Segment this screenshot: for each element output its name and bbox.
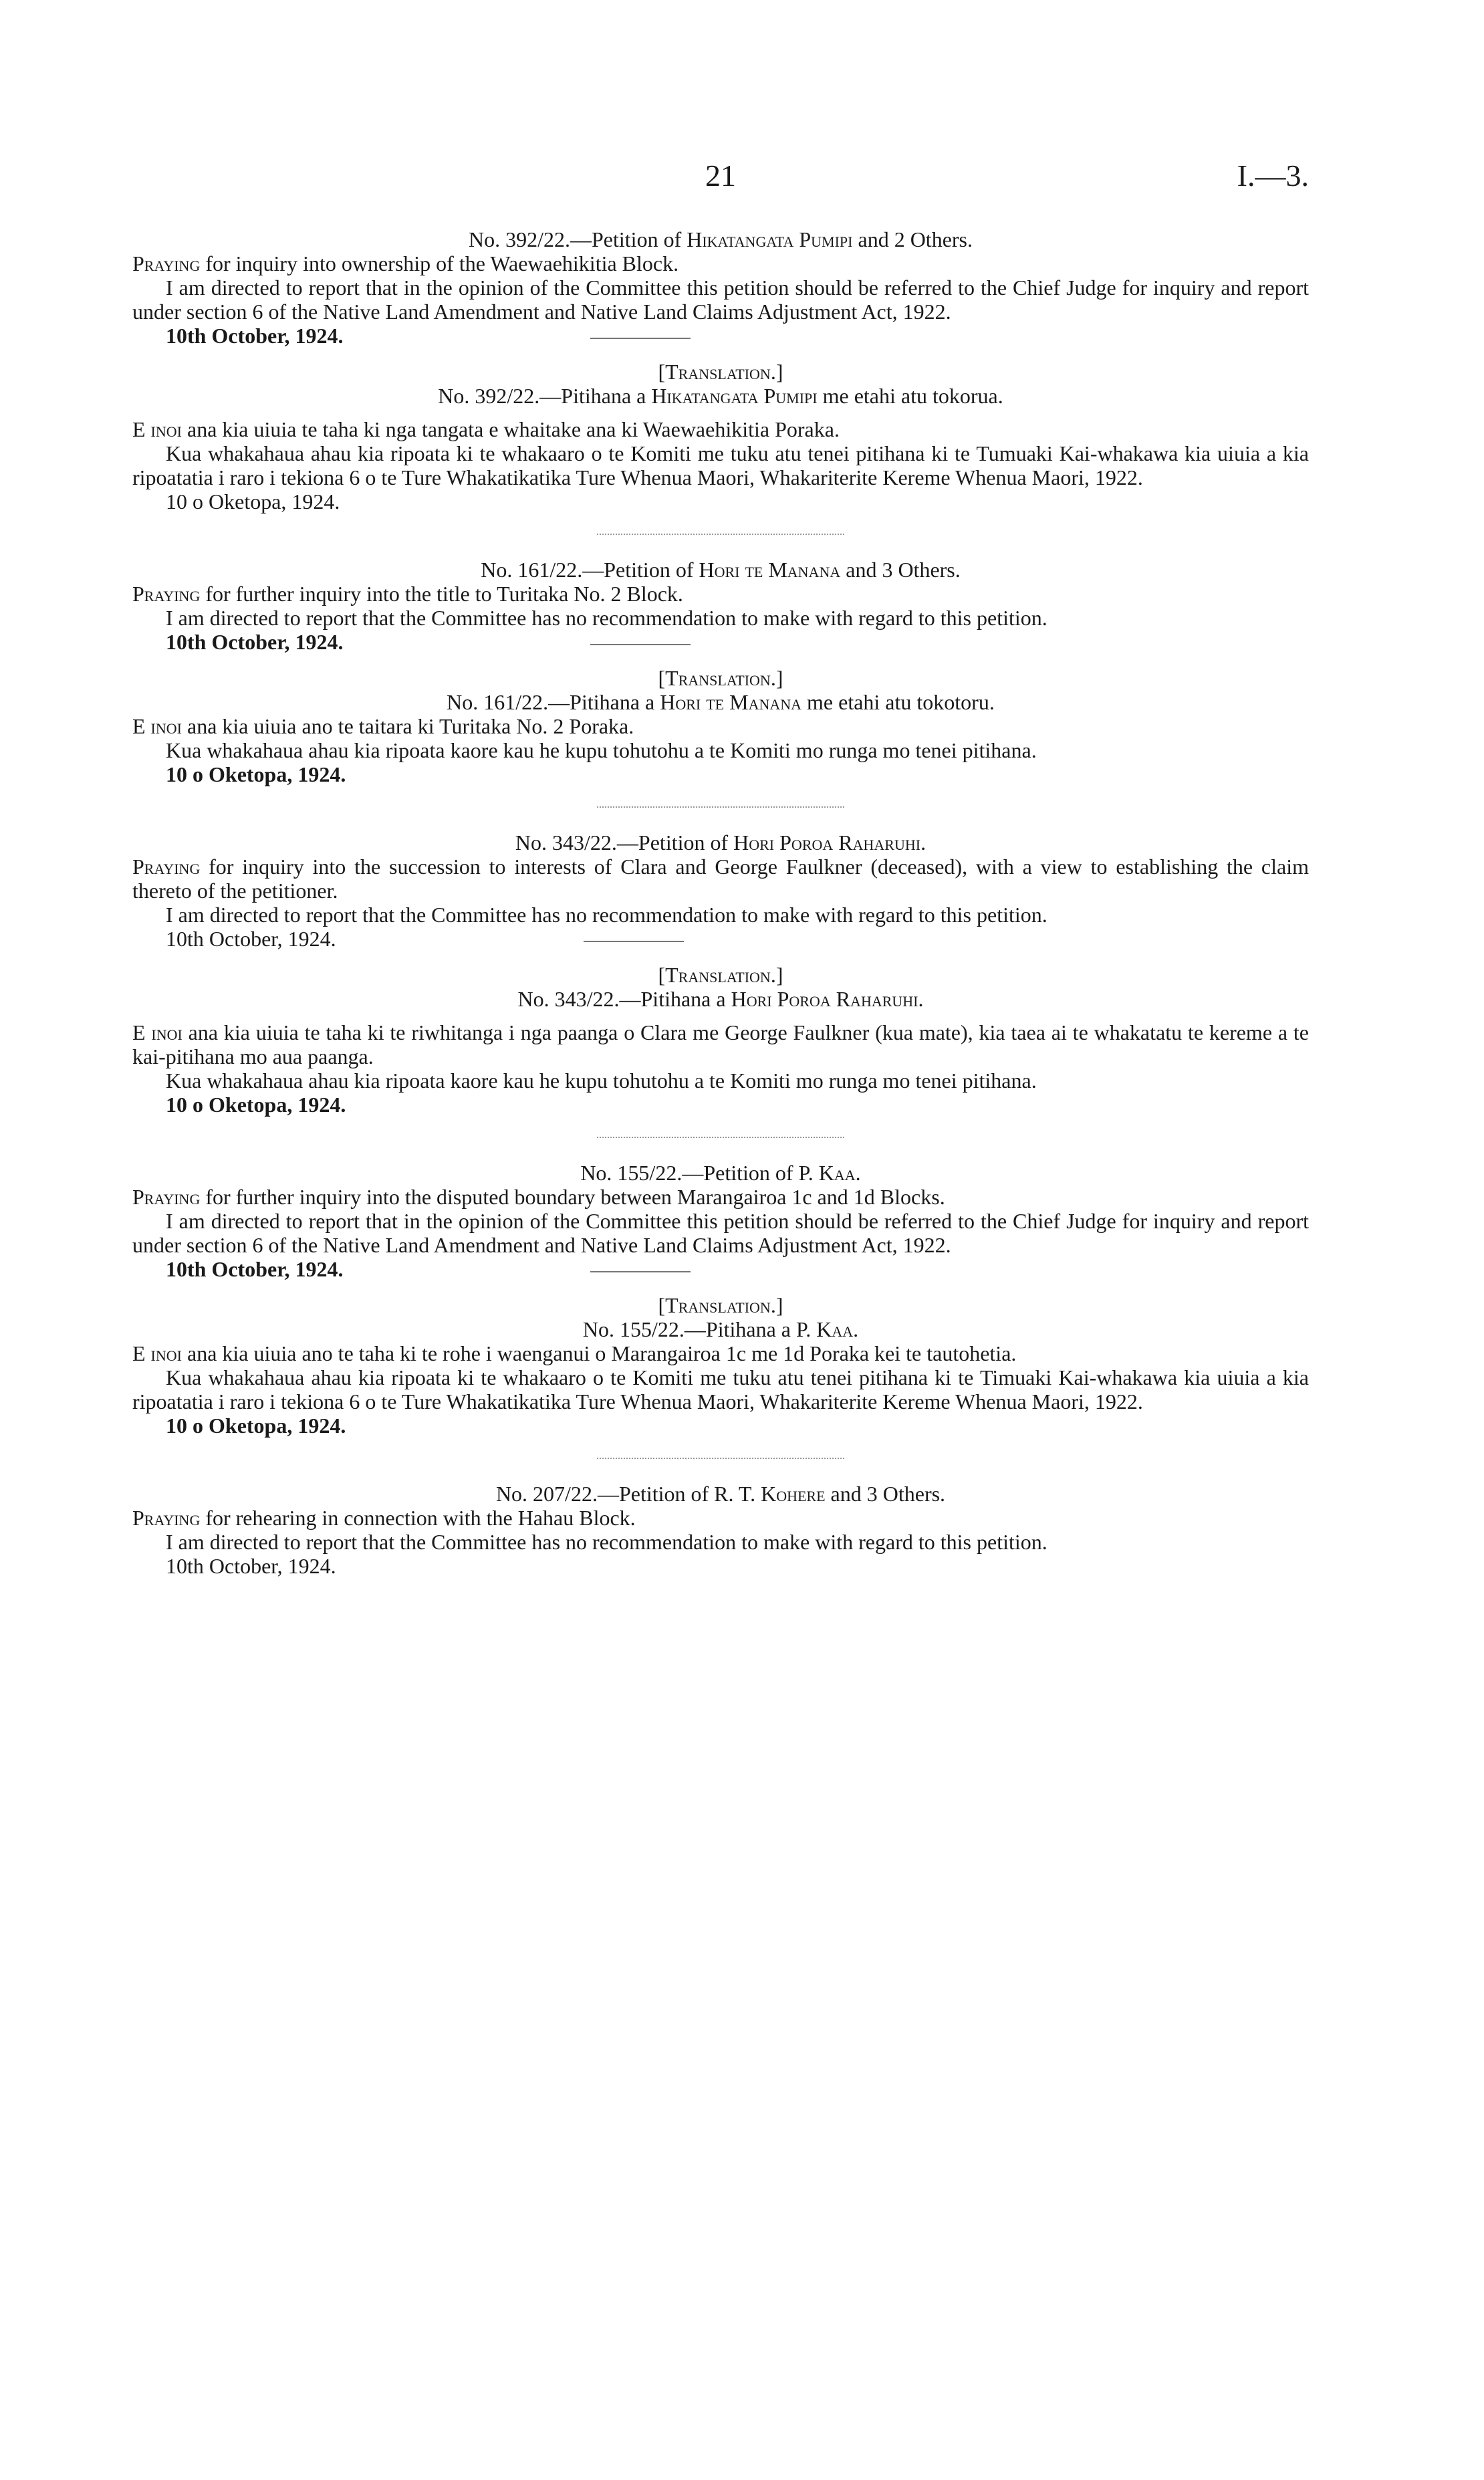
translation-heading-text: [Translation.] [658, 1293, 783, 1317]
title-prefix: No. 155/22.—Petition of [580, 1161, 799, 1185]
page-content [132, 227, 1309, 1578]
translation-title-prefix: No. 392/22.—Pitihana a [438, 384, 652, 408]
title-prefix: No. 161/22.—Petition of [481, 558, 699, 582]
inoi-word: E inoi [132, 417, 182, 441]
inoi-paragraph [132, 1341, 1309, 1365]
section-separator [597, 1137, 844, 1138]
translation-report-paragraph: Kua whakahaua ahau kia ripoata ki te whakaaro o te Komiti me tuku atu tenei pitihana ki te Tumuaki Kai-whakawa kia uiuia a kia ripoatatia i raro i tekiona 6 o te Ture Whakatikatika Ture Whenua Maori, Whakariterite Kereme Whenua Maori, 1922. [132, 441, 1309, 489]
praying-text: for inquiry into ownership of the Waewaehikitia Block. [200, 251, 679, 275]
translation-date: 10 o Oketopa, 1924. [166, 762, 346, 786]
translation-date: 10 o Oketopa, 1924. [166, 1414, 346, 1438]
inoi-paragraph [132, 417, 1309, 441]
report-paragraph: I am directed to report that the Committee has no recommendation to make with regard to this petition. [166, 1530, 1047, 1554]
petition-title [132, 558, 1309, 582]
translation-title [132, 384, 1309, 408]
date-text: 10th October, 1924. [166, 1257, 344, 1281]
title-prefix: No. 343/22.—Petition of [515, 830, 734, 855]
series-reference: I.—3. [1237, 158, 1309, 193]
title-suffix: . [920, 830, 926, 855]
translation-title-suffix: . [853, 1317, 859, 1341]
translation-title [132, 987, 1309, 1011]
petition-entry-343 [132, 830, 1309, 1117]
translation-title-suffix: me etahi atu tokotoru. [801, 690, 995, 714]
translation-petitioner-name: P. Kaa [795, 1317, 854, 1341]
praying-word: Praying [132, 251, 201, 275]
title-prefix: No. 392/22.—Petition of [469, 227, 687, 251]
translation-petitioner-name: Hori Poroa Raharuhi [731, 987, 918, 1011]
translation-title-prefix: No. 155/22.—Pitihana a [582, 1317, 796, 1341]
translation-petitioner-name: Hori te Manana [660, 690, 802, 714]
translation-petitioner-name: Hikatangata Pumipi [651, 384, 818, 408]
date-text: 10th October, 1924. [166, 630, 344, 654]
praying-word: Praying [132, 1185, 201, 1209]
translation-report-paragraph: Kua whakahaua ahau kia ripoata ki te whakaaro o te Komiti me tuku atu tenei pitihana ki te Timuaki Kai-whakawa kia uiuia a kia ripoatatia i raro i tekiona 6 o te Ture Whakatikatika Ture Whenua Maori, Whakariterite Kereme Whenua Maori, 1922. [132, 1365, 1309, 1414]
page-number: 21 [705, 158, 736, 193]
title-suffix: and 3 Others. [825, 1482, 946, 1506]
translation-title [132, 1317, 1309, 1341]
title-suffix: and 3 Others. [840, 558, 961, 582]
petitioner-name: Hori te Manana [699, 558, 841, 582]
translation-title-prefix: No. 161/22.—Pitihana a [447, 690, 660, 714]
report-paragraph: I am directed to report that in the opinion of the Committee this petition should be referred to the Chief Judge for inquiry and report under section 6 of the Native Land Amendment and Native Land Claims Adjustment Act, 1922. [132, 275, 1309, 324]
petition-title [132, 830, 1309, 855]
petition-title [132, 227, 1309, 251]
inoi-text: ana kia uiuia te taha ki te riwhitanga i nga paanga o Clara me George Faulkner (kua mate), kia taea ai te whakatatu te kereme a te kai-pitihana mo aua paanga. [132, 1020, 1309, 1068]
translation-date: 10 o Oketopa, 1924. [166, 489, 340, 514]
inoi-word: E inoi [132, 714, 182, 738]
praying-paragraph [132, 1185, 1309, 1209]
praying-text: for further inquiry into the title to Turitaka No. 2 Block. [200, 582, 683, 606]
translation-title-prefix: No. 343/22.—Pitihana a [517, 987, 731, 1011]
petitioner-name: Hori Poroa Raharuhi [733, 830, 921, 855]
praying-text: for inquiry into the succession to interests of Clara and George Faulkner (deceased), with a view to establishing the claim thereto of the petitioner. [132, 855, 1309, 903]
praying-paragraph [132, 251, 1309, 275]
translation-date: 10 o Oketopa, 1924. [166, 1093, 346, 1117]
inoi-paragraph [132, 1020, 1309, 1068]
petition-entry-392 [132, 227, 1309, 514]
short-rule [590, 338, 691, 339]
section-separator [597, 806, 844, 808]
title-prefix: No. 207/22.—Petition of [495, 1482, 715, 1506]
petitioner-name: R. T. Kohere [714, 1482, 826, 1506]
petition-entry-161 [132, 558, 1309, 786]
inoi-text: ana kia uiuia te taha ki nga tangata e whaitake ana ki Waewaehikitia Poraka. [181, 417, 840, 441]
translation-heading [132, 963, 1309, 987]
petition-title [132, 1161, 1309, 1185]
praying-word: Praying [132, 582, 201, 606]
short-rule [590, 1271, 691, 1272]
petition-entry-207 [132, 1482, 1309, 1578]
short-rule [584, 941, 684, 942]
entry-date [132, 324, 1309, 348]
praying-text: for further inquiry into the disputed boundary between Marangairoa 1c and 1d Blocks. [200, 1185, 945, 1209]
translation-heading [132, 360, 1309, 384]
translation-report-paragraph: Kua whakahaua ahau kia ripoata kaore kau he kupu tohutohu a te Komiti mo runga mo tenei pitihana. [166, 1068, 1037, 1093]
petition-title [132, 1482, 1309, 1506]
entry-date: 10th October, 1924. [166, 1554, 336, 1578]
praying-word: Praying [132, 1506, 201, 1530]
translation-heading [132, 666, 1309, 690]
translation-heading [132, 1293, 1309, 1317]
translation-title-suffix: . [918, 987, 924, 1011]
short-rule [590, 644, 691, 645]
petitioner-name: P. Kaa [798, 1161, 856, 1185]
inoi-paragraph [132, 714, 1309, 738]
entry-date [132, 630, 1309, 654]
entry-date [132, 1257, 1309, 1281]
section-separator [597, 534, 844, 535]
inoi-text: ana kia uiuia ano te taitara ki Turitaka No. 2 Poraka. [181, 714, 634, 738]
praying-paragraph [132, 855, 1309, 903]
date-text: 10th October, 1924. [166, 324, 344, 348]
page-header [132, 158, 1309, 197]
entry-date [132, 927, 1309, 951]
petitioner-name: Hikatangata Pumipi [687, 227, 853, 251]
date-text: 10th October, 1924. [166, 927, 336, 951]
translation-heading-text: [Translation.] [658, 360, 783, 384]
translation-heading-text: [Translation.] [658, 963, 783, 987]
inoi-word: E inoi [132, 1341, 182, 1365]
report-paragraph: I am directed to report that the Committee has no recommendation to make with regard to this petition. [166, 903, 1047, 927]
inoi-text: ana kia uiuia ano te taha ki te rohe i waenganui o Marangairoa 1c me 1d Poraka kei te tautohetia. [181, 1341, 1017, 1365]
praying-text: for rehearing in connection with the Hahau Block. [200, 1506, 636, 1530]
inoi-word: E inoi [132, 1020, 182, 1044]
praying-word: Praying [132, 855, 201, 879]
section-separator [597, 1458, 844, 1459]
translation-title-suffix: me etahi atu tokorua. [817, 384, 1003, 408]
praying-paragraph [132, 1506, 1309, 1530]
report-paragraph: I am directed to report that in the opinion of the Committee this petition should be referred to the Chief Judge for inquiry and report under section 6 of the Native Land Amendment and Native Land Claims Adjustment Act, 1922. [132, 1209, 1309, 1257]
translation-report-paragraph: Kua whakahaua ahau kia ripoata kaore kau he kupu tohutohu a te Komiti mo runga mo tenei pitihana. [166, 738, 1037, 762]
praying-paragraph [132, 582, 1309, 606]
translation-heading-text: [Translation.] [658, 666, 783, 690]
title-suffix: and 2 Others. [852, 227, 973, 251]
title-suffix: . [855, 1161, 861, 1185]
translation-title [132, 690, 1309, 714]
report-paragraph: I am directed to report that the Committee has no recommendation to make with regard to this petition. [166, 606, 1047, 630]
petition-entry-155 [132, 1161, 1309, 1438]
